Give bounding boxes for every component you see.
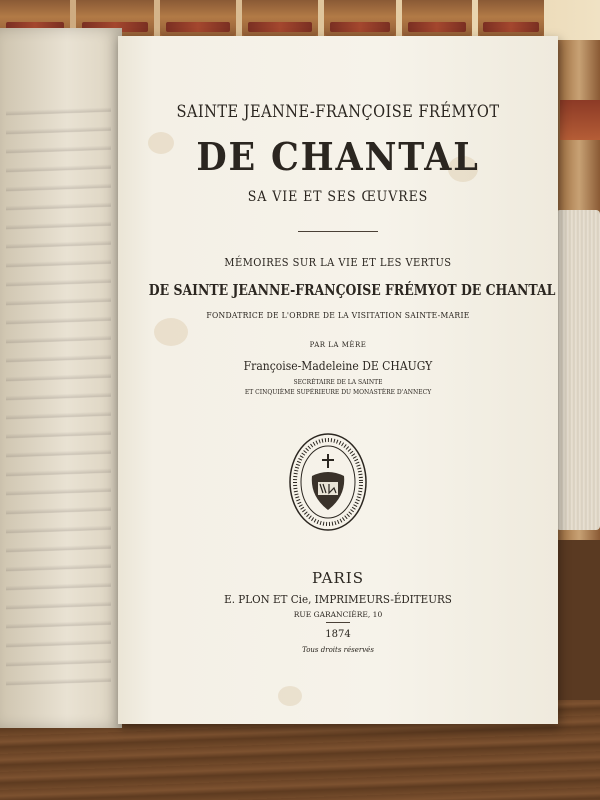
memoirs-line: MÉMOIRES SUR LA VIE ET LES VERTUS (224, 256, 452, 269)
seal-emblem-icon (288, 432, 368, 532)
subtitle: SA VIE ET SES ŒUVRES (247, 189, 429, 205)
visitation-seal (288, 432, 368, 532)
year-rule (326, 622, 350, 623)
founder-line: FONDATRICE DE L'ORDRE DE LA VISITATION SAINTE-MARIE (206, 311, 470, 321)
foxing-stain (278, 686, 302, 706)
left-page (0, 28, 122, 728)
imprint-city: PARIS (311, 569, 365, 587)
side-book-label (560, 100, 600, 140)
author-name: Françoise-Madeleine DE CHAUGY (243, 359, 433, 373)
imprint-publisher: E. PLON ET Cie, IMPRIMEURS-ÉDITEURS (224, 592, 452, 606)
divider-rule (298, 231, 378, 232)
memoirs-subject: DE SAINTE JEANNE-FRANÇOISE FRÉMYOT DE CHANTAL (148, 282, 556, 299)
title-page (118, 36, 558, 724)
title-line-1: SAINTE JEANNE-FRANÇOISE FRÉMYOT (176, 102, 500, 122)
author-role-2: ET CINQUIÈME SUPÉRIEURE DU MONASTÈRE D'ANNECY (244, 389, 432, 396)
by-line: PAR LA MÈRE (309, 341, 367, 349)
side-book-page-edges (556, 210, 600, 530)
rights-notice: Tous droits réservés (302, 646, 374, 654)
bleed-through-handwriting (6, 96, 111, 700)
title-main: DE CHANTAL (196, 134, 480, 179)
imprint-address: RUE GARANCIÈRE, 10 (293, 610, 383, 619)
imprint-year: 1874 (325, 629, 351, 640)
author-role-1: SECRÉTAIRE DE LA SAINTE (293, 379, 383, 386)
